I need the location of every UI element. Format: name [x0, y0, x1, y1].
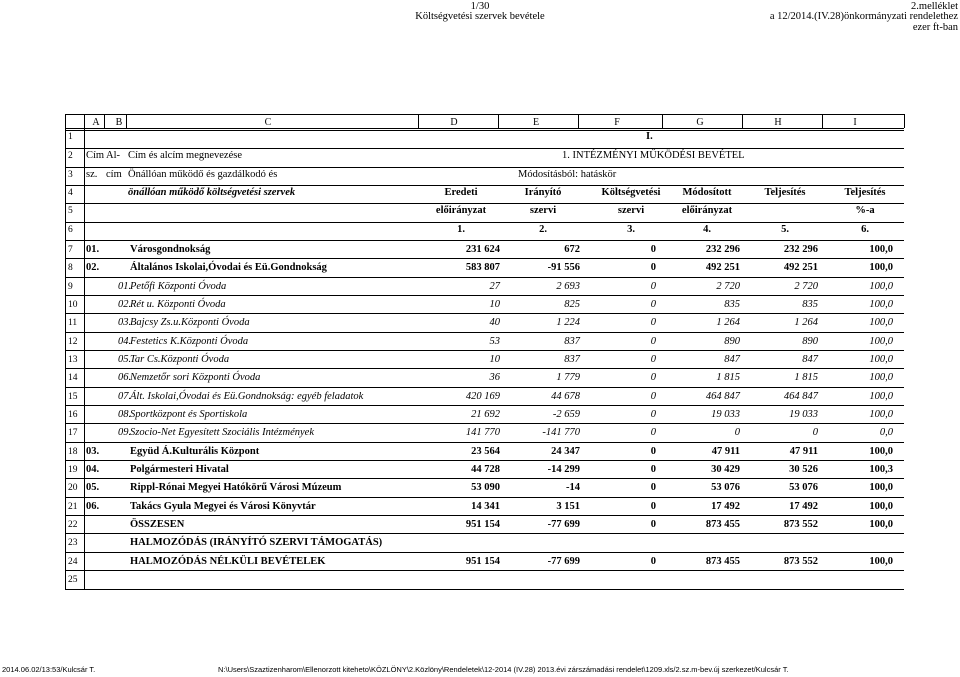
grid-line: [65, 478, 904, 479]
value-g: 232 296: [705, 244, 740, 255]
grid-line: [126, 114, 127, 128]
grid-line: [65, 258, 904, 259]
value-i: 100,3: [869, 464, 893, 475]
row-number: 10: [68, 300, 78, 310]
grid-line: [418, 114, 419, 128]
header-name-label: Cím és alcím megnevezése: [128, 150, 242, 161]
col-g-header: Módosított: [682, 187, 732, 198]
col-f-header: Költségvetési: [601, 187, 661, 198]
value-i: 100,0: [869, 262, 893, 273]
grid-line: [65, 128, 904, 129]
institution-name: Festetics K.Központi Óvoda: [130, 336, 249, 347]
value-e: -2 659: [552, 409, 580, 420]
institution-name: HALMOZÓDÁS (IRÁNYÍTÓ SZERVI TÁMOGATÁS): [130, 537, 383, 548]
value-g: 30 429: [711, 464, 740, 475]
value-d: 53: [489, 336, 500, 347]
value-i: 100,0: [869, 556, 893, 567]
value-i: 100,0: [869, 299, 893, 310]
value-i: 100,0: [869, 501, 893, 512]
institution-name: HALMOZÓDÁS NÉLKÜLI BEVÉTELEK: [130, 556, 326, 567]
value-g: 1 815: [716, 372, 740, 383]
grid-line: [65, 185, 904, 186]
grid-line: [742, 114, 743, 128]
grid-line: [84, 114, 85, 589]
grid-line: [65, 497, 904, 498]
value-i: 100,0: [869, 519, 893, 530]
row-number: 1: [68, 132, 73, 142]
value-e: 3 151: [556, 501, 580, 512]
value-d: 14 341: [471, 501, 500, 512]
value-g: 492 251: [705, 262, 740, 273]
row-number: 21: [68, 502, 78, 512]
grid-line: [65, 423, 904, 424]
footer-filepath: N:\Users\Szaztizenharom\Ellenorzott kiteheto\KÖZLÖNY\2.Közlöny\Rendeletek\12-2014 (IV.28) 2013.évi zárszámadási rendelet\1209.xls/2.sz.m-bev.új szerkezet/Kulcsár T.: [218, 665, 789, 674]
value-f: 0: [650, 299, 656, 310]
grid-line: [65, 589, 904, 590]
grid-line: [65, 295, 904, 296]
value-i: 100,0: [869, 354, 893, 365]
column-letter: E: [532, 117, 540, 128]
value-f: 0: [650, 482, 656, 493]
value-d: 36: [489, 372, 500, 383]
row-number: 22: [68, 520, 78, 530]
col-f-index: 3.: [627, 224, 635, 235]
value-e: -14: [566, 482, 580, 493]
row-number: 14: [68, 373, 78, 383]
grid-line: [65, 533, 904, 534]
value-g: 464 847: [705, 391, 740, 402]
alcim-code: 03.: [118, 317, 132, 328]
value-g: 873 455: [705, 556, 740, 567]
value-e: 1 779: [556, 372, 580, 383]
grid-line: [65, 277, 904, 278]
col-e-subheader: szervi: [529, 205, 557, 216]
value-h: 835: [802, 299, 818, 310]
value-g: 19 033: [711, 409, 740, 420]
alcim-code: 06.: [118, 372, 132, 383]
value-f: 0: [650, 372, 656, 383]
value-h: 464 847: [783, 391, 818, 402]
col-i-subheader: %-a: [855, 205, 875, 216]
row-number: 11: [68, 318, 78, 328]
column-letter: F: [614, 117, 620, 128]
value-e: -77 699: [547, 519, 580, 530]
alcim-code: 07.: [118, 391, 132, 402]
value-h: 873 552: [783, 519, 818, 530]
value-e: 837: [564, 354, 580, 365]
value-h: 0: [812, 427, 818, 438]
value-g: 2 720: [716, 281, 740, 292]
value-f: 0: [650, 519, 656, 530]
institution-name: Takács Gyula Megyei és Városi Könyvtár: [130, 501, 316, 512]
grid-line: [65, 405, 904, 406]
column-letter: I: [853, 117, 857, 128]
grid-line: [498, 114, 499, 128]
value-f: 0: [650, 464, 656, 475]
value-h: 30 526: [789, 464, 818, 475]
value-h: 890: [802, 336, 818, 347]
value-h: 847: [802, 354, 818, 365]
value-h: 17 492: [789, 501, 818, 512]
value-g: 890: [724, 336, 740, 347]
grid-line: [65, 313, 904, 314]
col-d-subheader: előirányzat: [435, 205, 487, 216]
grid-line: [662, 114, 663, 128]
grid-line: [65, 368, 904, 369]
row-number: 20: [68, 483, 78, 493]
value-f: 0: [650, 409, 656, 420]
col-h-index: 5.: [781, 224, 789, 235]
value-e: -141 770: [542, 427, 580, 438]
value-i: 0,0: [879, 427, 893, 438]
value-i: 100,0: [869, 482, 893, 493]
column-letter: G: [696, 117, 704, 128]
row-number: 5: [68, 206, 73, 216]
value-d: 23 564: [471, 446, 500, 457]
value-h: 2 720: [794, 281, 818, 292]
value-g: 835: [724, 299, 740, 310]
institution-name: Sportközpont és Sportiskola: [130, 409, 248, 420]
row-number: 15: [68, 392, 78, 402]
value-h: 19 033: [789, 409, 818, 420]
row-number: 9: [68, 282, 73, 292]
institution-name: Rippl-Rónai Megyei Hatókörű Városi Múzeum: [130, 482, 342, 493]
institution-name: Általános Iskolai,Óvodai és Eü.Gondnokság: [130, 262, 327, 273]
col-d-index: 1.: [457, 224, 465, 235]
value-d: 40: [489, 317, 500, 328]
row-number: 3: [68, 170, 73, 180]
grid-line: [65, 148, 904, 149]
value-f: 0: [650, 427, 656, 438]
grid-line: [65, 203, 904, 204]
value-i: 100,0: [869, 317, 893, 328]
value-d: 44 728: [471, 464, 500, 475]
row-number: 13: [68, 355, 78, 365]
col-g-subheader: előirányzat: [681, 205, 733, 216]
value-e: 44 678: [551, 391, 580, 402]
value-i: 100,0: [869, 391, 893, 402]
cim-code: 02.: [86, 262, 100, 273]
col-e-index: 2.: [539, 224, 547, 235]
col-g-index: 4.: [703, 224, 711, 235]
grid-line: [65, 167, 904, 168]
value-f: 0: [650, 317, 656, 328]
value-d: 420 169: [465, 391, 500, 402]
value-h: 492 251: [783, 262, 818, 273]
row-number: 19: [68, 465, 78, 475]
alcim-code: 08.: [118, 409, 132, 420]
value-d: 231 624: [465, 244, 500, 255]
institution-name: Együd Á.Kulturális Központ: [130, 446, 260, 457]
column-letter: D: [450, 117, 458, 128]
header-cim2: cím: [106, 169, 122, 180]
cim-code: 03.: [86, 446, 100, 457]
row-number: 18: [68, 447, 78, 457]
alcim-code: 04.: [118, 336, 132, 347]
header-name-line2: Önállóan működő és gazdálkodó és: [128, 169, 278, 180]
institution-name: Nemzetőr sori Központi Óvoda: [130, 372, 261, 383]
value-g: 17 492: [711, 501, 740, 512]
alcim-code: 09.: [118, 427, 132, 438]
value-e: 1 224: [556, 317, 580, 328]
value-f: 0: [650, 501, 656, 512]
row-number: 25: [68, 575, 78, 585]
alcim-code: 02.: [118, 299, 132, 310]
document-subtitle: Költségvetési szervek bevétele: [415, 11, 545, 22]
institution-name: Polgármesteri Hivatal: [130, 464, 229, 475]
value-f: 0: [650, 281, 656, 292]
cim-code: 06.: [86, 501, 100, 512]
value-g: 53 076: [711, 482, 740, 493]
grid-line: [822, 114, 823, 128]
value-i: 100,0: [869, 244, 893, 255]
value-e: 24 347: [551, 446, 580, 457]
cim-code: 01.: [86, 244, 100, 255]
annex-label: 2.melléklet: [911, 1, 958, 12]
value-g: 0: [734, 427, 740, 438]
grid-line: [65, 114, 66, 589]
row-number: 23: [68, 538, 78, 548]
grid-line: [65, 460, 904, 461]
header-sz: sz.: [86, 169, 98, 180]
institution-name: Petőfi Központi Óvoda: [130, 281, 227, 292]
institution-name: Bajcsy Zs.u.Központi Óvoda: [130, 317, 250, 328]
value-i: 100,0: [869, 372, 893, 383]
row-number: 6: [68, 225, 73, 235]
unit-label: ezer ft-ban: [912, 22, 958, 33]
grid-line: [65, 442, 904, 443]
col-h-header: Teljesítés: [764, 187, 806, 198]
grid-line: [65, 130, 904, 131]
institution-name: Ált. Iskolai,Óvodai és Eü.Gondnokság: egyéb feladatok: [130, 391, 364, 402]
grid-line: [104, 114, 105, 128]
grid-line: [65, 570, 904, 571]
value-h: 873 552: [783, 556, 818, 567]
value-f: 0: [650, 354, 656, 365]
row-number: 4: [68, 188, 73, 198]
value-f: 0: [650, 262, 656, 273]
value-h: 47 911: [789, 446, 818, 457]
col-i-index: 6.: [861, 224, 869, 235]
col-f-subheader: szervi: [617, 205, 645, 216]
value-e: -77 699: [547, 556, 580, 567]
header-cim: Cím: [86, 150, 105, 161]
value-f: 0: [650, 391, 656, 402]
column-letter: A: [92, 117, 100, 128]
value-h: 1 815: [794, 372, 818, 383]
column-letter: H: [774, 117, 782, 128]
col-e-header: Irányító: [524, 187, 562, 198]
grid-line: [65, 552, 904, 553]
institution-name: Rét u. Központi Óvoda: [130, 299, 226, 310]
col-d-header: Eredeti: [444, 187, 478, 198]
value-d: 583 807: [465, 262, 500, 273]
row-number: 8: [68, 263, 73, 273]
decree-reference: a 12/2014.(IV.28)önkormányzati rendelethez: [769, 11, 958, 22]
institution-name: Szocio-Net Egyesített Szociális Intézmények: [130, 427, 314, 438]
row-number: 12: [68, 337, 78, 347]
grid-line: [65, 114, 904, 115]
value-h: 53 076: [789, 482, 818, 493]
header-name-line3: önállóan működő költségvetési szervek: [128, 187, 296, 198]
institution-name: Tar Cs.Központi Óvoda: [130, 354, 230, 365]
row-number: 7: [68, 245, 73, 255]
value-e: 825: [564, 299, 580, 310]
value-g: 847: [724, 354, 740, 365]
cim-code: 04.: [86, 464, 100, 475]
column-letter: B: [115, 117, 123, 128]
value-i: 100,0: [869, 281, 893, 292]
header-alcim: Al-: [106, 150, 120, 161]
value-g: 873 455: [705, 519, 740, 530]
row-number: 24: [68, 557, 78, 567]
col-i-header: Teljesítés: [844, 187, 886, 198]
value-e: 837: [564, 336, 580, 347]
value-d: 53 090: [471, 482, 500, 493]
row-number: 17: [68, 428, 78, 438]
value-f: 0: [650, 244, 656, 255]
value-d: 27: [489, 281, 500, 292]
cim-code: 05.: [86, 482, 100, 493]
value-d: 10: [489, 354, 500, 365]
value-d: 141 770: [465, 427, 500, 438]
value-d: 951 154: [465, 519, 500, 530]
value-e: -14 299: [547, 464, 580, 475]
grid-line: [65, 332, 904, 333]
value-h: 1 264: [794, 317, 818, 328]
value-e: 2 693: [556, 281, 580, 292]
value-d: 10: [489, 299, 500, 310]
grid-line: [904, 114, 905, 128]
page-number: 1/30: [470, 1, 490, 12]
institution-name: Városgondnokság: [130, 244, 211, 255]
alcim-code: 05.: [118, 354, 132, 365]
value-e: 672: [564, 244, 580, 255]
value-f: 0: [650, 446, 656, 457]
grid-line: [65, 240, 904, 241]
roman-numeral: I.: [646, 131, 653, 142]
row-number: 2: [68, 151, 73, 161]
grid-line: [65, 350, 904, 351]
grid-line: [65, 222, 904, 223]
modification-label: Módosításból: hatáskör: [518, 169, 617, 180]
grid-line: [578, 114, 579, 128]
value-g: 47 911: [711, 446, 740, 457]
footer-timestamp: 2014.06.02/13:53/Kulcsár T.: [2, 665, 96, 674]
value-f: 0: [650, 336, 656, 347]
institution-name: ÖSSZESEN: [130, 519, 185, 530]
value-i: 100,0: [869, 336, 893, 347]
grid-line: [65, 387, 904, 388]
section-title: 1. INTÉZMÉNYI MŰKÖDÉSI BEVÉTEL: [562, 150, 745, 161]
column-letter: C: [264, 117, 272, 128]
value-g: 1 264: [716, 317, 740, 328]
value-d: 951 154: [465, 556, 500, 567]
row-number: 16: [68, 410, 78, 420]
value-h: 232 296: [783, 244, 818, 255]
value-f: 0: [650, 556, 656, 567]
value-i: 100,0: [869, 446, 893, 457]
alcim-code: 01.: [118, 281, 132, 292]
value-i: 100,0: [869, 409, 893, 420]
grid-line: [65, 515, 904, 516]
value-d: 21 692: [471, 409, 500, 420]
value-e: -91 556: [547, 262, 580, 273]
